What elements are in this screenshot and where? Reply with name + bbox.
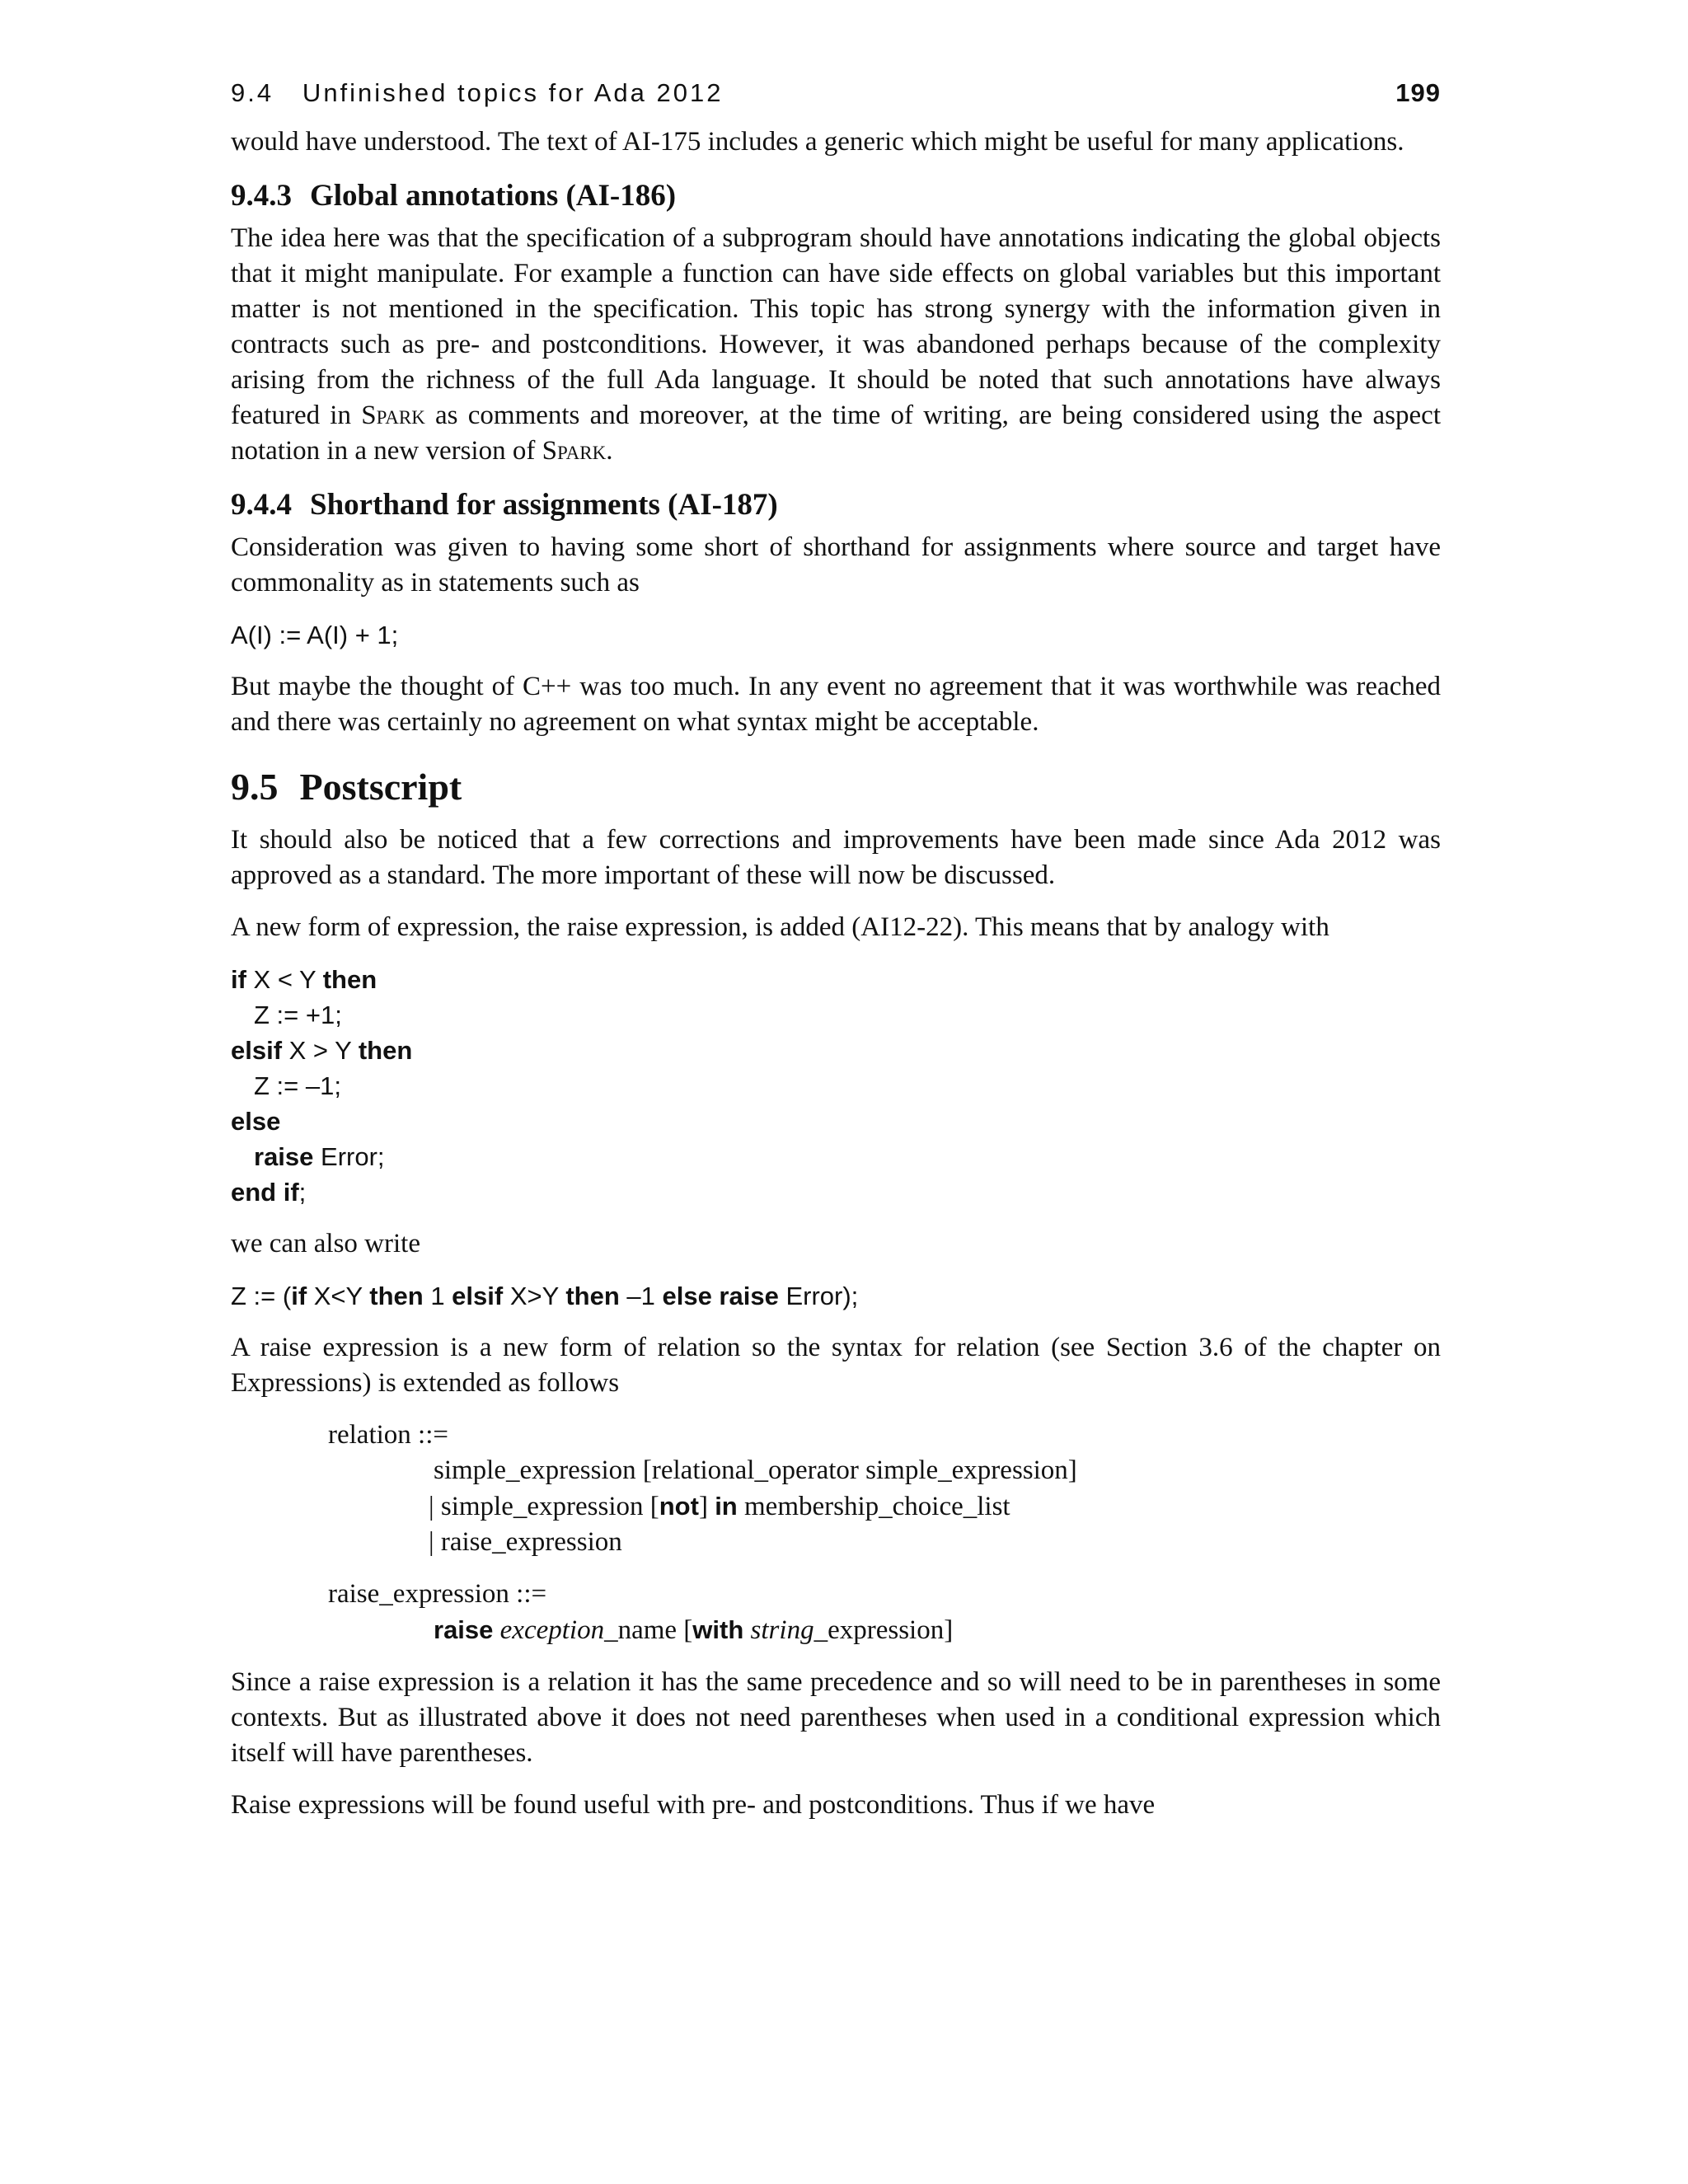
heading-number: 9.4.4 [231,488,292,522]
paragraph-raise-intro: A new form of expression, the raise expression, is added (AI12-22). This means that by analogy with [231,912,1329,942]
code-text: Error; [313,1142,385,1171]
text-run: . [606,436,613,466]
grammar-alternative: | raise_expression [429,1527,622,1557]
code-text: X > Y [282,1036,359,1065]
grammar-text: _expression] [814,1615,954,1645]
keyword: elsif [452,1282,504,1310]
keyword: end if [231,1178,299,1207]
heading-title: Shorthand for assignments (AI-187) [310,488,778,522]
grammar-rule-lhs: relation ::= [328,1420,448,1450]
code-example-conditional [231,1278,1441,1314]
code-line [231,1104,1441,1139]
keyword: in [715,1492,738,1521]
code-text: Error); [778,1282,859,1310]
paragraph-global-annotations [231,221,1441,469]
grammar-alternative [328,1488,1441,1525]
code-line [231,1033,1441,1068]
page [231,78,1441,1823]
keyword: then [322,965,377,994]
code-line: Z := +1; [254,1001,342,1029]
text-run: The idea here was that the specification of a subprogram should have annotations indicating the global objects that it might manipulate. For example a function can have side effects on global variables but this important matter is not mentioned in the specification. This topic has strong synergy with the information given in contracts such as pre- and postconditions. However, it was abandoned perhaps because of the complexity arising from the richness of the full Ada language. It should be noted that such annotations have always featured in [231,223,1441,430]
paragraph-cpp: But maybe the thought of C++ was too much. In any event no agreement that it was worthwhile was reached and there was certainly no agreement on what syntax might be acceptable. [231,672,1441,737]
text-run: as comments and moreover, at the time of writing, are being considered using the aspect notation in a new version of [231,401,1441,466]
paragraph-relation-syntax: A raise expression is a new form of relation so the syntax for relation (see Section 3.6 of the chapter on Expressions) is extended as follows [231,1333,1441,1398]
paragraph-pre-post: Raise expressions will be found useful with pre- and postconditions. Thus if we have [231,1790,1156,1820]
code-line: A(I) := A(I) + 1; [231,621,399,649]
code-line: Z := –1; [254,1071,341,1100]
heading-9-5 [231,765,1441,809]
grammar-text [743,1615,750,1645]
paragraph-precedence: Since a raise expression is a relation it has the same precedence and so will need to be in parentheses in some contexts. But as illustrated above it does not need parentheses when used in a conditional expression which itself will have parentheses. [231,1667,1441,1768]
paragraph-corrections: It should also be noticed that a few corrections and improvements have been made since Ada 2012 was approved as a standard. The more important of these will now be discussed. [231,825,1441,890]
grammar-spacer [328,1560,1441,1577]
keyword: elsif [231,1036,283,1065]
grammar-alternative [328,1612,1441,1648]
keyword: raise [254,1142,314,1171]
grammar-rule-lhs: raise_expression ::= [328,1579,547,1609]
page-number: 199 [1395,78,1441,107]
keyword: then [369,1282,424,1310]
grammar-italic: exception [499,1615,605,1645]
grammar-alternative: simple_expression [relational_operator simple_expression] [434,1455,1077,1485]
code-example-if [231,962,1441,1210]
syntax-grammar [328,1418,1441,1648]
keyword: not [659,1492,699,1521]
keyword: then [565,1282,620,1310]
code-line [231,1139,1441,1174]
code-text: ; [298,1178,307,1207]
keyword: raise [434,1615,494,1644]
code-text: X < Y [246,965,323,994]
heading-9-4-4 [231,487,1441,523]
keyword: with [692,1615,744,1644]
grammar-italic: string [750,1615,814,1645]
code-text: 1 [423,1282,452,1310]
heading-number: 9.4.3 [231,179,292,213]
heading-title: Global annotations (AI-186) [310,179,677,213]
spark-term: Spark [542,436,607,466]
grammar-text: membership_choice_list [737,1492,1010,1521]
grammar-text: _name [ [604,1615,693,1645]
code-text: Z := ( [231,1282,292,1310]
spark-term: Spark [361,401,425,430]
keyword: if [231,965,246,994]
keyword: else raise [662,1282,779,1310]
code-text: X<Y [307,1282,370,1310]
running-header [231,78,1441,124]
grammar-text [493,1615,499,1645]
code-line [231,1174,1441,1210]
paragraph-also-write: we can also write [231,1229,420,1258]
heading-9-4-3 [231,178,1441,214]
section-header-title: 9.4 Unfinished topics for Ada 2012 [231,78,724,107]
keyword: else [231,1107,281,1136]
code-example-assignment [231,617,1441,653]
heading-number: 9.5 [231,766,279,808]
intro-paragraph: would have understood. The text of AI-175 includes a generic which might be useful for many applications. [231,127,1404,157]
grammar-text: | simple_expression [ [429,1492,659,1521]
keyword: then [358,1036,413,1065]
code-text: X>Y [503,1282,566,1310]
code-line [231,1278,1441,1314]
keyword: if [291,1282,307,1310]
grammar-text: ] [698,1492,715,1521]
paragraph-shorthand: Consideration was given to having some short of shorthand for assignments where source and target have commonality as in statements such as [231,532,1441,598]
code-text: –1 [619,1282,663,1310]
heading-title: Postscript [299,766,462,808]
code-line [231,962,1441,997]
